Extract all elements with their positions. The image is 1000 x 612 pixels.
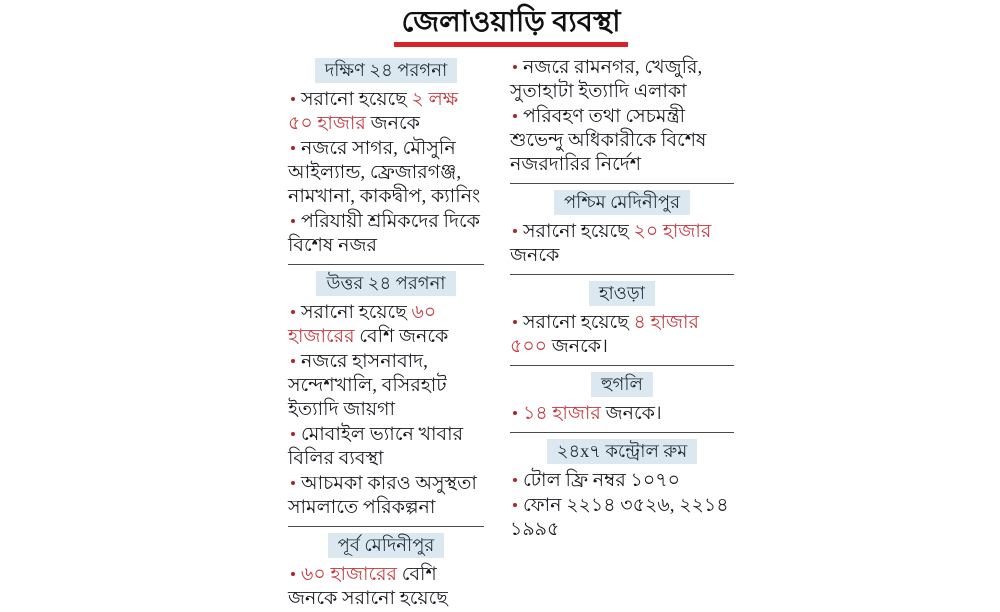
- bullet-dot-icon: [291, 481, 295, 485]
- bullet-item: [288, 350, 484, 422]
- bullet-item: [510, 105, 734, 177]
- bullet-item: [510, 220, 734, 268]
- bullet-text: জনকে।: [547, 336, 608, 357]
- bullet-item: [288, 210, 484, 258]
- bullet-dot-icon: [513, 229, 517, 233]
- section-divider: [510, 183, 734, 184]
- page-title: জেলাওয়াড়ি ব্যবস্থা: [401, 6, 621, 38]
- bullet-item: [288, 472, 484, 520]
- bullet-text: মোবাইল ভ্যানে খাবার বিলির ব্যবস্থা: [288, 424, 464, 469]
- bullet-text: নজরে হাসনাবাদ, সন্দেশখালি, বসিরহাট ইত্যাদি জায়গা: [288, 351, 447, 420]
- bullet-item: [288, 88, 484, 136]
- section-divider: [288, 264, 484, 265]
- section-divider: [510, 432, 734, 433]
- section-heading: পশ্চিম মেদিনীপুর: [554, 190, 690, 215]
- bullet-item: [288, 563, 484, 611]
- bullet-text: বেশি জনকে: [354, 326, 449, 347]
- bullet-text: টোল ফ্রি নম্বর ১০৭০: [523, 470, 680, 491]
- bullet-item: [510, 402, 734, 426]
- bullet-text: নজরে সাগর, মৌসুনি আইল্যান্ড, ফ্রেজারগঞ্জ, নামখানা, কাকদ্বীপ, ক্যানিং: [288, 138, 481, 207]
- bullet-text: ফোন ২২১৪ ৩৫২৬, ২২১৪ ১৯৯৫: [510, 495, 729, 540]
- bullet-dot-icon: [513, 114, 517, 118]
- bullet-dot-icon: [291, 359, 295, 363]
- bullet-dot-icon: [291, 97, 295, 101]
- bullet-dot-icon: [291, 310, 295, 314]
- bullet-item: [288, 137, 484, 209]
- bullet-text: জনকে: [365, 113, 420, 134]
- bullet-dot-icon: [291, 572, 295, 576]
- bullet-dot-icon: [513, 411, 517, 415]
- right-column: [510, 56, 734, 543]
- bullet-item: [288, 301, 484, 349]
- section-divider: [510, 274, 734, 275]
- bullet-item: [510, 469, 734, 493]
- bullet-text: আচমকা কারও অসুস্থতা সামলাতে পরিকল্পনা: [288, 473, 477, 518]
- bullet-text: পরিযায়ী শ্রমিকদের দিকে বিশেষ নজর: [288, 211, 480, 256]
- bullet-text: সরানো হয়েছে: [523, 221, 634, 242]
- bullet-dot-icon: [513, 503, 517, 507]
- bullet-dot-icon: [513, 65, 517, 69]
- bullet-dot-icon: [291, 432, 295, 436]
- bullet-dot-icon: [291, 219, 295, 223]
- highlight-number: ৬০ হাজারের: [301, 564, 397, 585]
- bullet-text: পরিবহণ তথা সেচমন্ত্রী শুভেন্দু অধিকারীকে বিশেষ নজরদারির নির্দেশ: [510, 106, 707, 175]
- highlight-number: ৬০ হাজারের: [288, 302, 437, 347]
- bullet-text: নজরে রামনগর, খেজুরি, সুতাহাটা ইত্যাদি এলাকা: [510, 57, 703, 102]
- section-divider: [288, 526, 484, 527]
- section-heading: উত্তর ২৪ পরগনা: [316, 271, 455, 296]
- bullet-text: জনকে।: [600, 403, 662, 424]
- bullet-text: সরানো হয়েছে: [301, 302, 412, 323]
- section-heading: দক্ষিণ ২৪ পরগনা: [315, 58, 457, 83]
- bullet-text: বেশি জনকে সরানো হয়েছে: [288, 564, 448, 609]
- bullet-item: [510, 311, 734, 359]
- bullet-text: সরানো হয়েছে: [301, 89, 412, 110]
- bullet-dot-icon: [513, 478, 517, 482]
- highlight-number: ২০ হাজার: [633, 221, 712, 242]
- left-column: [288, 56, 484, 612]
- columns-wrapper: [288, 56, 734, 612]
- highlight-number: ১৪ হাজার: [523, 403, 601, 424]
- bullet-dot-icon: [513, 320, 517, 324]
- section-heading: হাওড়া: [589, 281, 655, 306]
- section-divider: [510, 365, 734, 366]
- highlight-number: ২ লক্ষ ৫০ হাজার: [288, 89, 459, 134]
- infographic: [288, 0, 734, 612]
- section-heading: হুগলি: [591, 372, 653, 397]
- bullet-dot-icon: [291, 146, 295, 150]
- highlight-number: ৪ হাজার ৫০০: [510, 312, 699, 357]
- bullet-item: [288, 423, 484, 471]
- title-block: [288, 4, 734, 47]
- bullet-text: সরানো হয়েছে: [523, 312, 634, 333]
- bullet-item: [510, 56, 734, 104]
- section-heading: পূর্ব মেদিনীপুর: [328, 533, 445, 558]
- title-underline: [394, 42, 628, 47]
- bullet-text: জনকে: [510, 245, 560, 266]
- bullet-item: [510, 494, 734, 542]
- section-heading: ২৪x৭ কন্ট্রোল রুম: [547, 439, 697, 464]
